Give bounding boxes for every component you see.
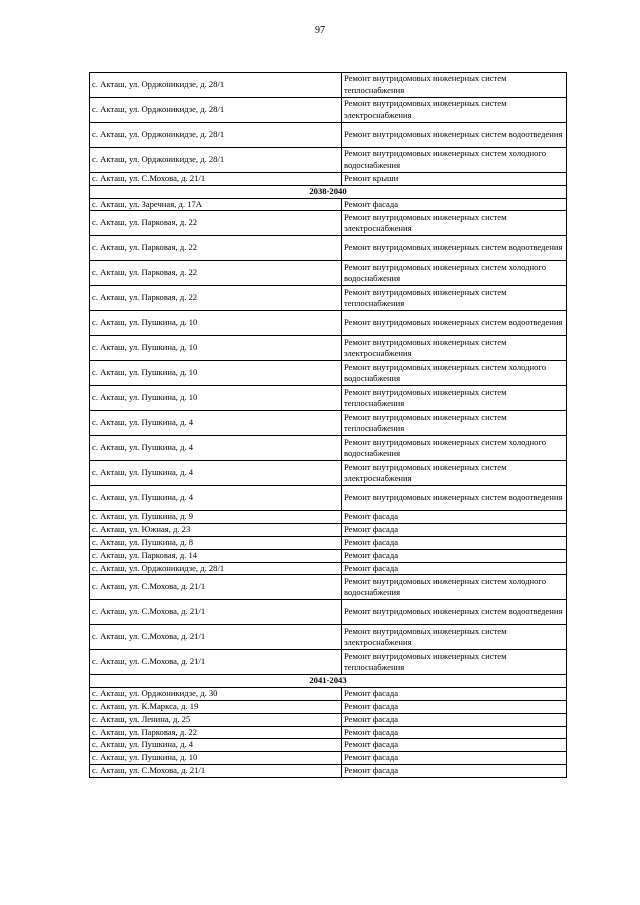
table-row [90, 173, 567, 186]
address-cell: с. Акташ, ул. Пушкина, д. 4 [90, 436, 342, 461]
table-row [90, 625, 567, 650]
address-cell: с. Акташ, ул. Пушкина, д. 10 [90, 311, 342, 336]
work-cell: Ремонт фасада [342, 739, 567, 752]
table-row [90, 700, 567, 713]
period-heading: 2041-2043 [90, 675, 567, 688]
address-cell: с. Акташ, ул. Заречная, д. 17А [90, 198, 342, 211]
table-row [90, 739, 567, 752]
table-row [90, 726, 567, 739]
table-row [90, 336, 567, 361]
table-row [90, 764, 567, 777]
work-cell: Ремонт фасада [342, 524, 567, 537]
table-row [90, 536, 567, 549]
address-cell: с. Акташ, ул. Орджоникидзе, д. 28/1 [90, 148, 342, 173]
work-cell: Ремонт внутридомовых инженерных систем теплоснабжения [342, 650, 567, 675]
work-cell: Ремонт внутридомовых инженерных систем холодного водоснабжения [342, 261, 567, 286]
table-row [90, 575, 567, 600]
table-row [90, 549, 567, 562]
work-cell: Ремонт фасада [342, 713, 567, 726]
work-cell: Ремонт внутридомовых инженерных систем водоотведения [342, 486, 567, 511]
work-cell: Ремонт фасада [342, 549, 567, 562]
work-cell: Ремонт фасада [342, 764, 567, 777]
table-row [90, 411, 567, 436]
address-cell: с. Акташ, ул. Парковая, д. 22 [90, 211, 342, 236]
address-cell: с. Акташ, ул. Парковая, д. 22 [90, 286, 342, 311]
work-cell: Ремонт внутридомовых инженерных систем теплоснабжения [342, 286, 567, 311]
address-cell: с. Акташ, ул. Парковая, д. 22 [90, 261, 342, 286]
work-cell: Ремонт внутридомовых инженерных систем холодного водоснабжения [342, 361, 567, 386]
table-row [90, 123, 567, 148]
address-cell: с. Акташ, ул. Пушкина, д. 4 [90, 461, 342, 486]
table-row [90, 650, 567, 675]
work-cell: Ремонт внутридомовых инженерных систем холодного водоснабжения [342, 575, 567, 600]
table-row [90, 562, 567, 575]
table-row [90, 461, 567, 486]
work-cell: Ремонт крыши [342, 173, 567, 186]
address-cell: с. Акташ, ул. С.Мохова, д. 21/1 [90, 173, 342, 186]
work-cell: Ремонт внутридомовых инженерных систем электроснабжения [342, 461, 567, 486]
table-row [90, 311, 567, 336]
address-cell: с. Акташ, ул. К.Маркса, д. 19 [90, 700, 342, 713]
address-cell: с. Акташ, ул. С.Мохова, д. 21/1 [90, 625, 342, 650]
work-cell: Ремонт внутридомовых инженерных систем теплоснабжения [342, 386, 567, 411]
address-cell: с. Акташ, ул. Пушкина, д. 10 [90, 336, 342, 361]
table-row [90, 261, 567, 286]
work-cell: Ремонт фасада [342, 752, 567, 765]
table-row [90, 436, 567, 461]
address-cell: с. Акташ, ул. Парковая, д. 14 [90, 549, 342, 562]
work-cell: Ремонт внутридомовых инженерных систем электроснабжения [342, 625, 567, 650]
work-cell: Ремонт внутридомовых инженерных систем теплоснабжения [342, 411, 567, 436]
work-cell: Ремонт фасада [342, 688, 567, 701]
work-cell: Ремонт внутридомовых инженерных систем водоотведения [342, 236, 567, 261]
work-cell: Ремонт внутридомовых инженерных систем электроснабжения [342, 211, 567, 236]
table-row [90, 524, 567, 537]
work-cell: Ремонт фасада [342, 700, 567, 713]
table-row [90, 386, 567, 411]
table-row [90, 688, 567, 701]
work-cell: Ремонт внутридомовых инженерных систем электроснабжения [342, 336, 567, 361]
address-cell: с. Акташ, ул. Пушкина, д. 8 [90, 536, 342, 549]
address-cell: с. Акташ, ул. С.Мохова, д. 21/1 [90, 575, 342, 600]
work-cell: Ремонт внутридомовых инженерных систем водоотведения [342, 600, 567, 625]
address-cell: с. Акташ, ул. Пушкина, д. 10 [90, 361, 342, 386]
address-cell: с. Акташ, ул. С.Мохова, д. 21/1 [90, 650, 342, 675]
works-table [89, 72, 567, 778]
work-cell: Ремонт внутридомовых инженерных систем холодного водоснабжения [342, 148, 567, 173]
address-cell: с. Акташ, ул. Пушкина, д. 9 [90, 511, 342, 524]
table-row [90, 98, 567, 123]
work-cell: Ремонт внутридомовых инженерных систем электроснабжения [342, 98, 567, 123]
page-number: 97 [315, 25, 325, 36]
table-row [90, 511, 567, 524]
address-cell: с. Акташ, ул. Парковая, д. 22 [90, 236, 342, 261]
table-row [90, 752, 567, 765]
address-cell: с. Акташ, ул. Пушкина, д. 4 [90, 486, 342, 511]
address-cell: с. Акташ, ул. Пушкина, д. 10 [90, 386, 342, 411]
address-cell: с. Акташ, ул. Орджоникидзе, д. 28/1 [90, 562, 342, 575]
address-cell: с. Акташ, ул. Ленина, д. 25 [90, 713, 342, 726]
period-row [90, 185, 567, 198]
work-cell: Ремонт внутридомовых инженерных систем водоотведения [342, 311, 567, 336]
work-cell: Ремонт фасада [342, 726, 567, 739]
address-cell: с. Акташ, ул. Орджоникидзе, д. 28/1 [90, 123, 342, 148]
table-row [90, 361, 567, 386]
period-heading: 2038-2040 [90, 185, 567, 198]
table-row [90, 600, 567, 625]
address-cell: с. Акташ, ул. С.Мохова, д. 21/1 [90, 764, 342, 777]
work-cell: Ремонт внутридомовых инженерных систем холодного водоснабжения [342, 436, 567, 461]
table-row [90, 198, 567, 211]
address-cell: с. Акташ, ул. Пушкина, д. 4 [90, 411, 342, 436]
address-cell: с. Акташ, ул. Орджоникидзе, д. 30 [90, 688, 342, 701]
table-row [90, 286, 567, 311]
table-row [90, 486, 567, 511]
address-cell: с. Акташ, ул. С.Мохова, д. 21/1 [90, 600, 342, 625]
works-table-body [90, 73, 567, 778]
period-row [90, 675, 567, 688]
table-row [90, 73, 567, 98]
work-cell: Ремонт фасада [342, 562, 567, 575]
address-cell: с. Акташ, ул. Орджоникидзе, д. 28/1 [90, 98, 342, 123]
table-row [90, 148, 567, 173]
table-row [90, 236, 567, 261]
work-cell: Ремонт фасада [342, 536, 567, 549]
table-row [90, 211, 567, 236]
address-cell: с. Акташ, ул. Парковая, д. 22 [90, 726, 342, 739]
address-cell: с. Акташ, ул. Пушкина, д. 10 [90, 752, 342, 765]
address-cell: с. Акташ, ул. Южная, д. 23 [90, 524, 342, 537]
work-cell: Ремонт фасада [342, 198, 567, 211]
address-cell: с. Акташ, ул. Орджоникидзе, д. 28/1 [90, 73, 342, 98]
table-row [90, 713, 567, 726]
work-cell: Ремонт фасада [342, 511, 567, 524]
address-cell: с. Акташ, ул. Пушкина, д. 4 [90, 739, 342, 752]
work-cell: Ремонт внутридомовых инженерных систем теплоснабжения [342, 73, 567, 98]
work-cell: Ремонт внутридомовых инженерных систем водоотведения [342, 123, 567, 148]
